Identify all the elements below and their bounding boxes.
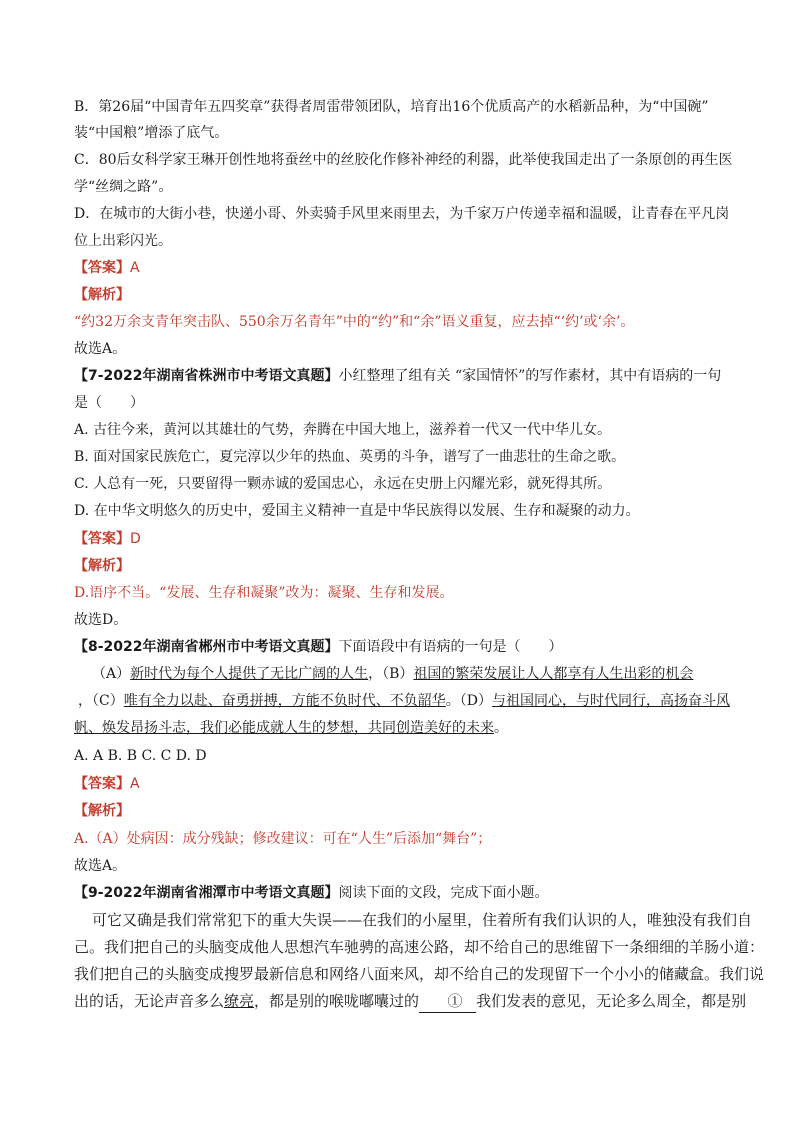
option-b: B. 面对国家民族危亡，夏完淳以少年的热血、英勇的斗争，谱写了一曲悲壮的生命之歌。 (74, 449, 626, 465)
question-8-text-line1: （A）新时代为每个人提供了无比广阔的人生，（B）祖国的繁荣发展让人人都享有人生出彩的机会 (92, 666, 694, 682)
analysis-text: A.（A）处病因：成分残缺；修改建议：可在“人生”后添加“舞台”； (74, 831, 492, 847)
answer-label: 【答案】D (74, 531, 141, 547)
question-7-header (74, 366, 734, 386)
conclusion-text: 故选D。 (74, 612, 128, 628)
option-b-line1: B．第26届“中国青年五四奖章”获得者周雷带领团队，培育出16个优质高产的水稻新品种，为“中国碗” (74, 99, 709, 115)
conclusion-text: 故选A。 (74, 858, 127, 874)
answer-label: 【答案】A (74, 776, 140, 792)
question-8-text-line2: ，（C）唯有全力以赴、奋勇拼搏，方能不负时代、不负韶华。（D）与祖国同心，与时代同行，高扬奋斗风 (78, 693, 730, 709)
analysis-label: 【解析】 (74, 803, 130, 819)
question-8-source: 【8-2022年湖南省郴州市中考语文真题】 (74, 639, 339, 655)
question-7-stem: 小红整理了组有关 “家国情怀”的写作素材，其中有语病的一句 (338, 368, 722, 384)
question-7-stem-line2: 是（ ） (74, 395, 144, 411)
question-9-header (74, 883, 734, 903)
passage-line3: 我们把自己的头脑变成搜罗最新信息和网络八面来风，却不给自己的发现留下一个小小的储藏盒。我们说 (74, 965, 765, 983)
question-8-stem: 下面语段中有语病的一句是（ ） (338, 639, 563, 655)
passage-line1: 可它又确是我们常常犯下的重大失误——在我们的小屋里，住着所有我们认识的人，唯独没有我们自 (92, 911, 753, 929)
option-d: D. 在中华文明悠久的历史中，爱国主义精神一直是中华民族得以发展、生存和凝聚的动力。 (74, 503, 640, 519)
option-d-line1: D．在城市的大街小巷，快递小哥、外卖骑手风里来雨里去，为千家万户传递幸福和温暖，让青春在平凡岗 (74, 206, 730, 222)
option-b-line2: 装“中国粮”增添了底气。 (74, 125, 229, 141)
question-8-header (74, 637, 734, 657)
analysis-text: D.语序不当。“发展、生存和凝聚”改为：凝聚、生存和发展。 (74, 585, 454, 601)
passage-line2: 己。我们把自己的头脑变成他人思想汽车驰骋的高速公路，却不给自己的思维留下一条细细的羊肠小道： (74, 938, 765, 956)
option-c-line2: 学“丝绸之路”。 (74, 179, 173, 195)
option-a: A. 古往今来，黄河以其雄壮的气势，奔腾在中国大地上，滋养着一代又一代中华儿女。 (74, 422, 612, 438)
question-8-text-line3: 帆、焕发昂扬斗志，我们必能成就人生的梦想，共同创造美好的未来。 (74, 720, 508, 736)
analysis-label: 【解析】 (74, 558, 130, 574)
analysis-label: 【解析】 (74, 287, 130, 303)
question-8-options: A. A B. B C. C D. D (74, 748, 207, 764)
question-9-stem: 阅读下面的文段，完成下面小题。 (338, 885, 549, 901)
question-7-source: 【7-2022年湖南省株洲市中考语文真题】 (74, 368, 339, 384)
fill-blank-1[interactable]: ① (419, 990, 476, 1013)
passage-line4: 出的话，无论声音多么缭亮，都是别的喉咙嘟囔过的 ① 我们发表的意见，无论多么周全，都是别 (74, 990, 734, 1013)
analysis-text: “约32万余支青年突击队、550余万名青年”中的“约”和“余”语义重复，应去掉“‘约’或‘余’。 (74, 314, 635, 330)
conclusion-text: 故选A。 (74, 341, 127, 357)
option-d-line2: 位上出彩闪光。 (74, 233, 172, 249)
option-c-line1: C．80后女科学家王琳开创性地将蚕丝中的丝胶化作修补神经的利器，此举使我国走出了一条原创的再生医 (74, 152, 733, 168)
question-9-source: 【9-2022年湖南省湘潭市中考语文真题】 (74, 885, 339, 901)
answer-label: 【答案】A (74, 260, 140, 276)
option-c: C. 人总有一死，只要留得一颗赤诚的爱国忠心，永远在史册上闪耀光彩，就死得其所。 (74, 476, 612, 492)
